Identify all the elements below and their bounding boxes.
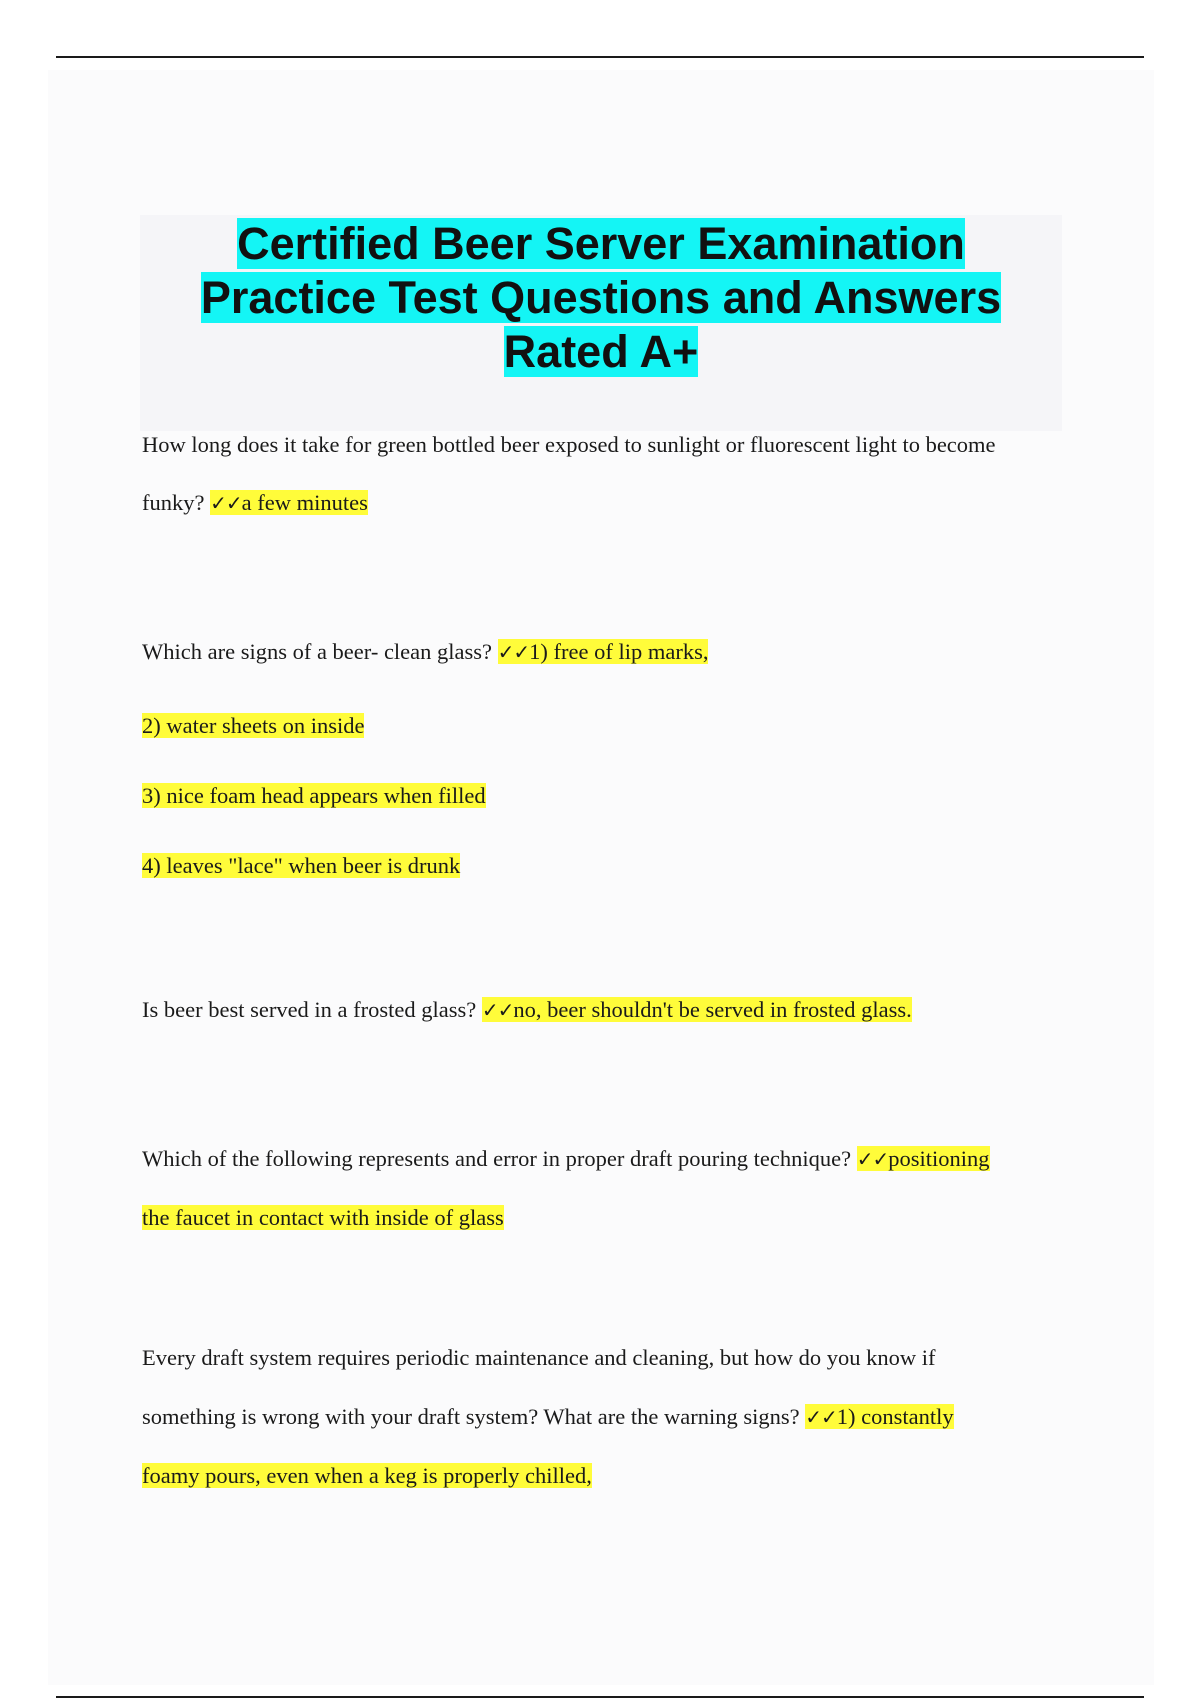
question-5-text: something is wrong with your draft system? What are the warning signs? [142,1404,806,1429]
answer-2-line-1-text: 1) free of lip marks, [529,639,709,664]
title-line-2: Practice Test Questions and Answers [200,272,1002,323]
answer-1-text: a few minutes [241,490,368,515]
document-title [140,215,1062,379]
answer-2-line-2: 2) water sheets on inside [142,713,365,738]
question-3-text: Is beer best served in a frosted glass? [142,997,482,1022]
check-mark-icon: ✓✓ [856,1147,889,1171]
answer-4-line-2-row [142,1203,504,1233]
title-block [140,215,1062,431]
question-2-text: Which are signs of a beer- clean glass? [142,639,498,664]
answer-4-line-1-text: positioning [888,1146,990,1171]
title-line-3: Rated A+ [503,326,699,377]
answer-2-line-2-row [142,711,364,741]
answer-3 [482,997,912,1022]
question-5-line-2 [142,1402,954,1432]
answer-2-line-4-row [142,851,460,881]
answer-2-line-3: 3) nice foam head appears when filled [142,783,486,808]
question-1-line-2 [142,488,368,518]
answer-5-line-1-text: 1) constantly [836,1404,954,1429]
check-mark-icon: ✓✓ [210,491,242,515]
answer-5-line-2-row [142,1461,592,1491]
answer-4-line-2: the faucet in contact with inside of glass [142,1205,504,1230]
answer-2-line-1 [498,639,709,664]
answer-4-line-1 [857,1146,990,1171]
question-2-line-1 [142,637,708,667]
bottom-rule [56,1696,1144,1698]
check-mark-icon: ✓✓ [481,998,514,1022]
question-5-line-1: Every draft system requires periodic maintenance and cleaning, but how do you know if [142,1345,936,1370]
question-1-line-1: How long does it take for green bottled beer exposed to sunlight or fluorescent light to become [142,432,996,457]
answer-2-line-3-row [142,781,486,811]
answer-1 [210,490,368,515]
question-4-text: Which of the following represents and error in proper draft pouring technique? [142,1146,857,1171]
question-3-line-1 [142,995,912,1025]
answer-3-text: no, beer shouldn't be served in frosted glass. [513,997,912,1022]
check-mark-icon: ✓✓ [805,1405,837,1429]
question-4-line-1 [142,1144,990,1174]
question-1-text: funky? [142,490,211,515]
answer-5-line-2: foamy pours, even when a keg is properly chilled, [142,1463,592,1488]
answer-5-line-1 [805,1404,953,1429]
answer-2-line-4: 4) leaves "lace" when beer is drunk [142,853,461,878]
check-mark-icon: ✓✓ [497,640,530,664]
top-rule [56,56,1144,58]
title-line-1: Certified Beer Server Examination [237,218,965,269]
